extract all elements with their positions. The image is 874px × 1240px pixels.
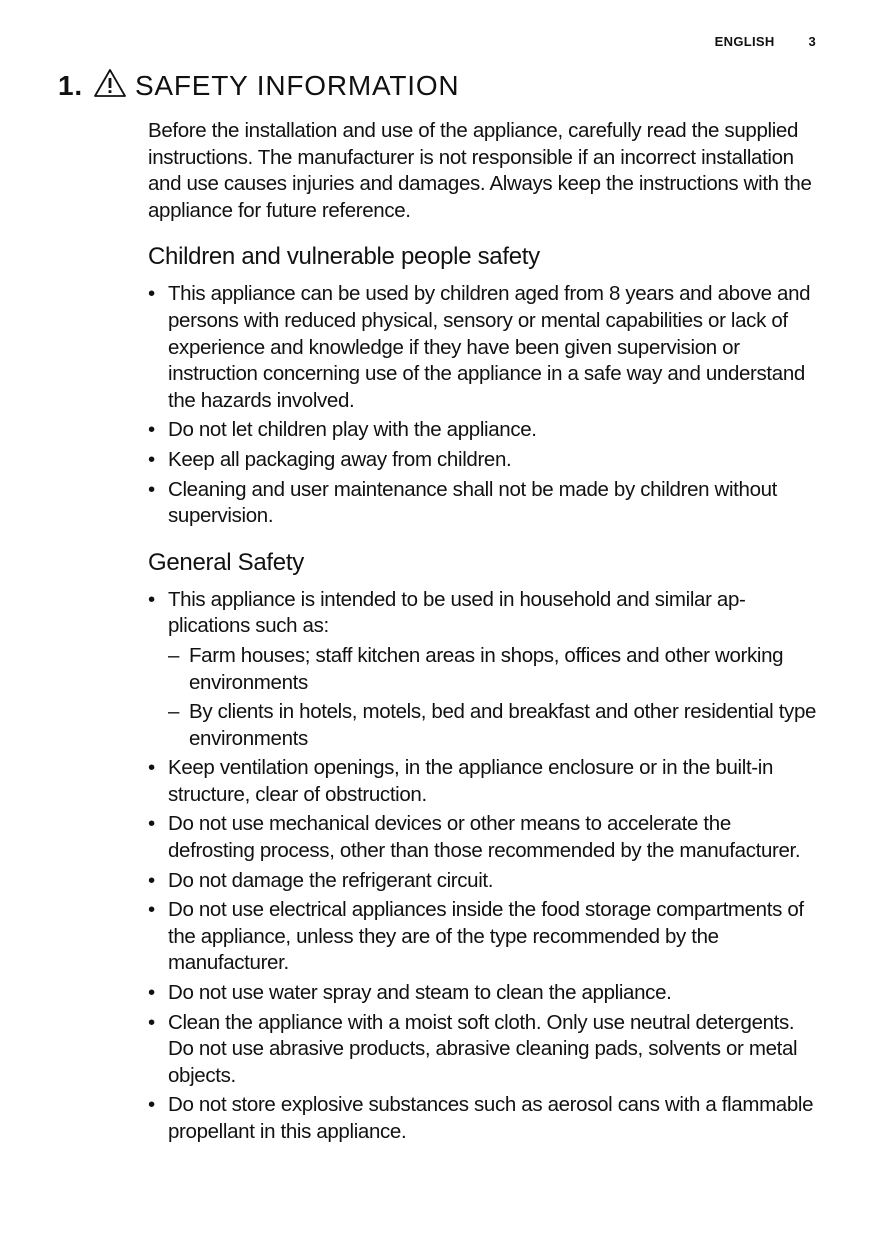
- list-item: • Do not use electrical appliances inside the food storage compartments of the appliance, unless they are of the type recommended by the manufacturer.: [148, 897, 820, 977]
- sub-list-item: – By clients in hotels, motels, bed and breakfast and other residential type environments: [168, 699, 820, 752]
- intro-paragraph: Before the installation and use of the appliance, carefully read the supplied instructions. The manufacturer is not responsible if an incorrect installation and use causes injuries and damages. Always keep the instructions with the appliance for future reference.: [148, 119, 812, 222]
- list-item: • Do not use mechanical devices or other means to accelerate the defrosting process, other than those recommended by the manufacturer.: [148, 811, 820, 864]
- section-content: [148, 118, 820, 1149]
- list-item: • Do not damage the refrigerant circuit.: [148, 868, 820, 895]
- sub-list-item: – Farm houses; staff kitchen areas in shops, offices and other working environments: [168, 643, 820, 696]
- page-number: 3: [808, 34, 816, 49]
- list-item: • Do not let children play with the appliance.: [148, 417, 820, 444]
- list-item: • This appliance can be used by children aged from 8 years and above and persons with reduced physical, sensory or mental capabilities or lack of experience and knowledge if they have been given supervision or instruction concerning use of the appliance in a safe way and understand the hazards involved.: [148, 281, 820, 414]
- section-number: 1.: [58, 70, 83, 101]
- list-item: • Keep ventilation openings, in the appliance enclosure or in the built-in structure, clear of obstruction.: [148, 755, 820, 808]
- list-item-text: This appliance is intended to be used in household and similar applications such as:: [168, 587, 746, 638]
- list-item: • Clean the appliance with a moist soft cloth. Only use neutral detergents. Do not use abrasive products, abrasive cleaning pads, solvents or metal objects.: [148, 1010, 820, 1090]
- list-item: • Do not use water spray and steam to clean the appliance.: [148, 980, 820, 1007]
- children-safety-heading: Children and vulnerable people safety: [148, 243, 540, 271]
- general-safety-heading: General Safety: [148, 548, 304, 576]
- section-title: [58, 70, 459, 102]
- list-item: • Do not store explosive substances such as aerosol cans with a flammable propellant in this appliance.: [148, 1092, 820, 1145]
- sub-list: [168, 643, 820, 752]
- section-title-text: SAFETY INFORMATION: [134, 70, 460, 101]
- list-item: • Keep all packaging away from children.: [148, 447, 820, 474]
- children-safety-list: [148, 281, 820, 529]
- warning-icon: [93, 68, 127, 98]
- list-item: [148, 587, 820, 753]
- language-label: ENGLISH: [714, 34, 775, 49]
- general-safety-list: [148, 587, 820, 1146]
- page-header: [715, 34, 816, 49]
- list-item: • Cleaning and user maintenance shall not be made by children without supervision.: [148, 477, 820, 530]
